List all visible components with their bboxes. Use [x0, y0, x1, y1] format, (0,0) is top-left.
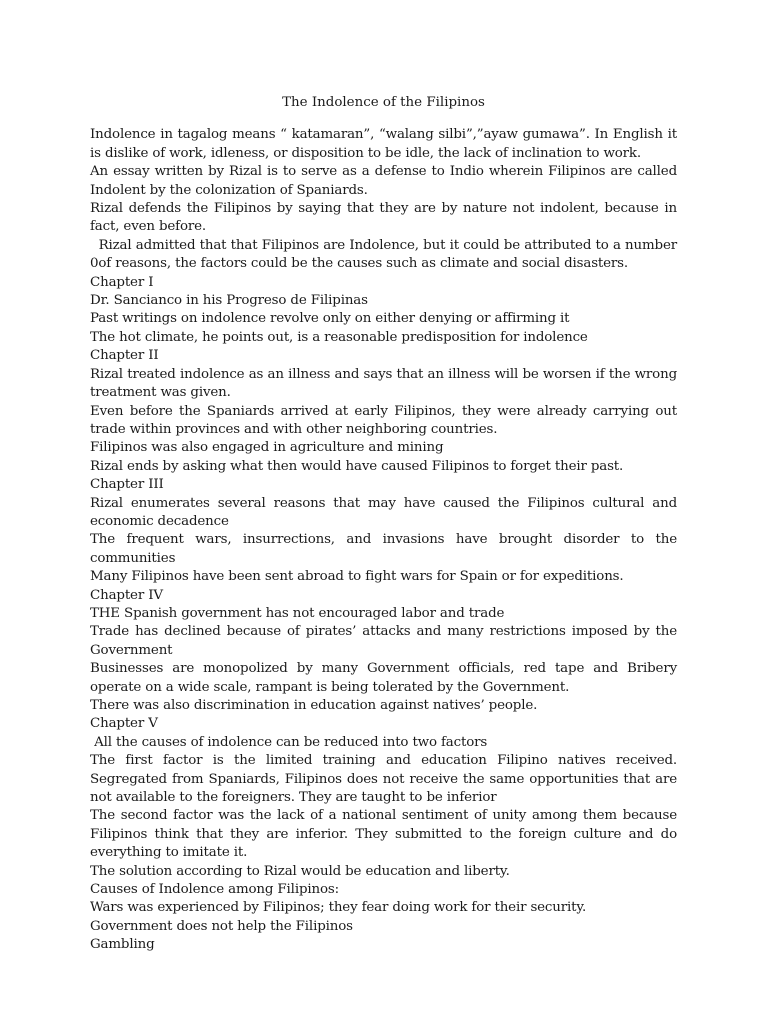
paragraph: An essay written by Rizal is to serve as a defense to Indio wherein Filipinos are called Indolent by the colonization of Spaniards. — [90, 164, 682, 198]
chapter-heading: Chapter IV — [90, 587, 163, 603]
paragraph: Rizal ends by asking what then would have caused Filipinos to forget their past. — [90, 458, 624, 474]
paragraph: Causes of Indolence among Filipinos: — [90, 882, 339, 898]
paragraph: Wars was experienced by Filipinos; they fear doing work for their security. — [90, 900, 587, 916]
chapter-heading: Chapter III — [90, 477, 164, 493]
paragraph: Rizal treated indolence as an illness and says that an illness will be worsen if the wrong treatment was given. — [90, 366, 682, 401]
paragraph: Indolence in tagalog means “ katamaran”, “walang silbi”,”ayaw gumawa”. In English it is dislike of work, idleness, or disposition to be idle, the lack of inclination to work. — [90, 127, 682, 161]
chapter-heading: Chapter I — [90, 274, 154, 290]
document-page — [90, 94, 682, 955]
paragraph: Government does not help the Filipinos — [90, 918, 353, 934]
paragraph: The first factor is the limited training and education Filipino natives received. Segregated from Spaniards, Filipinos does not receive the same opportunities that are not available to the foreigners. They are taught to be inferior — [90, 753, 682, 806]
paragraph: Trade has declined because of pirates’ attacks and many restrictions imposed by the Government — [90, 624, 682, 658]
paragraph: There was also discrimination in education against natives’ people. — [90, 698, 538, 713]
paragraph: The solution according to Rizal would be education and liberty. — [90, 863, 510, 879]
paragraph: Gambling — [90, 937, 155, 953]
paragraph: Rizal defends the Filipinos by saying that they are by nature not indolent, because in fact, even before. — [90, 201, 682, 235]
paragraph: The second factor was the lack of a national sentiment of unity among them because Filipinos think that they are inferior. They submitted to the foreign culture and do everything to imitate it. — [90, 808, 682, 861]
paragraph: Rizal enumerates several reasons that may have caused the Filipinos cultural and economic decadence — [90, 495, 682, 529]
paragraph: Many Filipinos have been sent abroad to fight wars for Spain or for expeditions. — [90, 569, 624, 585]
chapter-heading: Chapter V — [90, 716, 158, 732]
paragraph: Past writings on indolence revolve only on either denying or affirming it — [90, 311, 570, 327]
paragraph: THE Spanish government has not encouraged labor and trade — [90, 605, 505, 621]
paragraph: Filipinos was also engaged in agriculture and mining — [90, 440, 444, 456]
paragraph: The frequent wars, insurrections, and invasions have brought disorder to the communities — [90, 532, 682, 566]
chapter-heading: Chapter II — [90, 348, 159, 364]
paragraph: Dr. Sancianco in his Progreso de Filipinas — [90, 293, 368, 309]
paragraph: Rizal admitted that that Filipinos are Indolence, but it could be attributed to a number 0of reasons, the factors could be the causes such as climate and social disasters. — [90, 237, 682, 272]
paragraph: The hot climate, he points out, is a reasonable predisposition for indolence — [90, 329, 588, 345]
document-body — [90, 126, 682, 954]
paragraph: All the causes of indolence can be reduced into two factors — [90, 734, 488, 750]
paragraph: Businesses are monopolized by many Government officials, red tape and Bribery operate on a wide scale, rampant is being tolerated by the Government. — [90, 661, 682, 695]
paragraph: Even before the Spaniards arrived at early Filipinos, they were already carrying out trade within provinces and with other neighboring countries. — [90, 403, 682, 437]
document-title: The Indolence of the Filipinos — [282, 95, 485, 110]
